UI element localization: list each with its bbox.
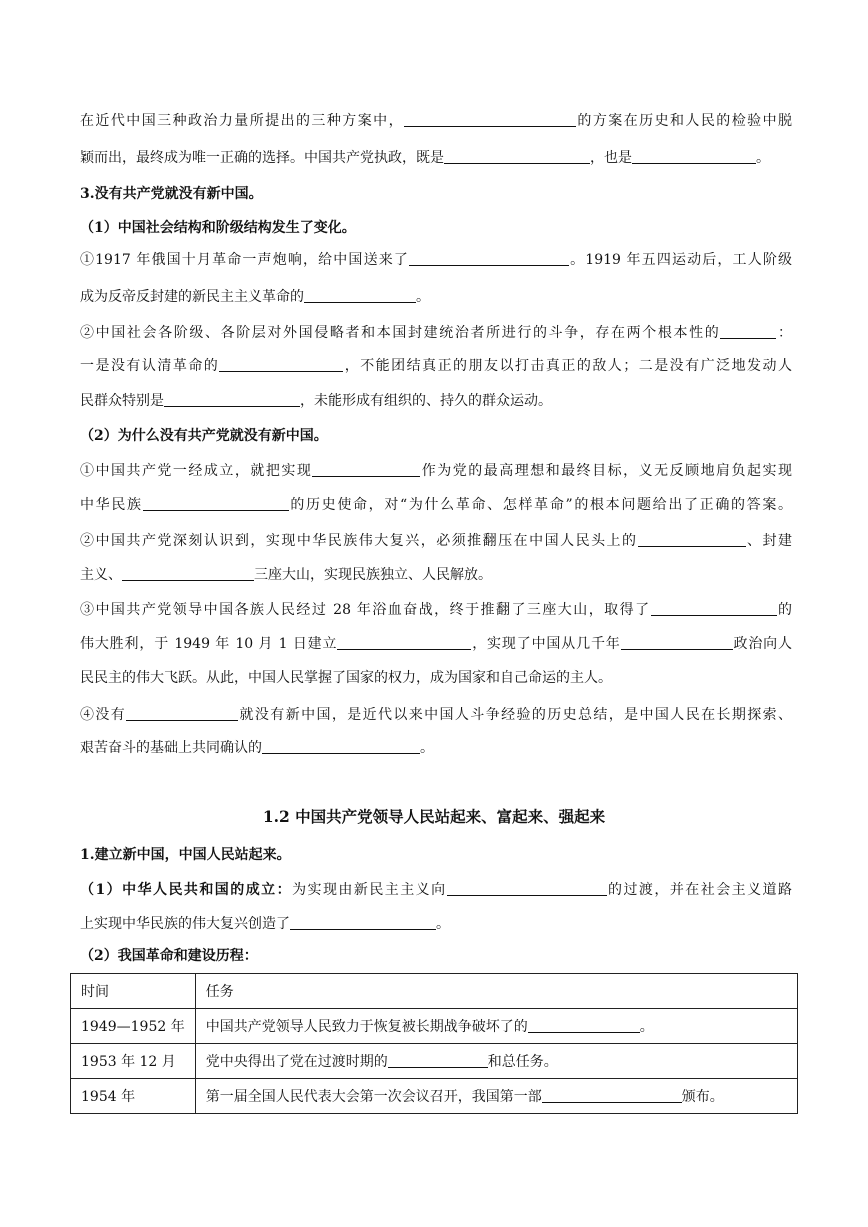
paragraph-line: 在近代中国三种政治力量所提出的三种方案中， 的方案在历史和人民的检验中脱 [80, 113, 792, 129]
paragraph-line: 中华民族 的历史使命，对“为什么革命、怎样革命”的根本问题给出了正确的答案。 [80, 497, 792, 513]
fill-blank[interactable] [404, 112, 576, 127]
history-table [70, 973, 798, 1114]
fill-blank[interactable] [126, 706, 238, 721]
paragraph-line: 一是没有认清革命的 ，不能团结真正的朋友以打击真正的敌人；二是没有广泛地发动人 [80, 358, 793, 374]
paragraph-line: 成为反帝反封建的新民主主义革命的 。 [80, 289, 430, 305]
heading-3: 3.没有共产党就没有新中国。 [80, 186, 263, 202]
fill-blank[interactable] [621, 635, 733, 650]
fill-blank[interactable] [388, 1053, 488, 1068]
paragraph-line: ①中国共产党一经成立，就把实现 作为党的最高理想和最终目标，义无反顾地肩负起实现 [80, 463, 793, 479]
inline-label: （1）中华人民共和国的成立： [80, 882, 293, 898]
paragraph-line: 民民主的伟大飞跃。从此，中国人民掌握了国家的权力，成为国家和自己命运的主人。 [80, 670, 612, 686]
paragraph-line: 上实现中华民族的伟大复兴创造了 。 [80, 916, 450, 932]
table-cell-task: 党中央得出了党在过渡时期的 和总任务。 [195, 1044, 797, 1079]
fill-blank[interactable] [164, 392, 300, 407]
fill-blank[interactable] [542, 1088, 682, 1103]
table-cell-task: 中国共产党领导人民致力于恢复被长期战争破坏了的 。 [195, 1009, 797, 1044]
paragraph-line: ③中国共产党领导中国各族人民经过 28 年浴血奋战，终于推翻了三座大山，取得了 的 [80, 602, 793, 618]
table-cell-time: 1953 年 12 月 [71, 1044, 196, 1079]
table-header-row [71, 974, 798, 1009]
fill-blank[interactable] [262, 739, 420, 754]
fill-blank[interactable] [651, 601, 777, 616]
fill-blank[interactable] [304, 288, 416, 303]
paragraph-line: ④没有 就没有新中国，是近代以来中国人斗争经验的历史总结，是中国人民在长期探索、 [80, 707, 793, 723]
fill-blank[interactable] [219, 357, 343, 372]
fill-blank[interactable] [122, 566, 254, 581]
heading-1: 1.建立新中国，中国人民站起来。 [80, 847, 291, 863]
table-cell-time: 1949—1952 年 [71, 1009, 196, 1044]
section-title: 1.2 中国共产党领导人民站起来、富起来、强起来 [262, 807, 606, 826]
fill-blank[interactable] [528, 1018, 640, 1033]
table-cell-task: 第一届全国人民代表大会第一次会议召开，我国第一部 颁布。 [195, 1079, 797, 1114]
table-header-cell: 任务 [195, 974, 797, 1009]
fill-blank[interactable] [337, 635, 471, 650]
paragraph-line: ①1917 年俄国十月革命一声炮响，给中国送来了 。1919 年五四运动后，工人阶级 [80, 252, 792, 268]
paragraph-line: （1）中华人民共和国的成立：为实现由新民主主义向 的过渡，并在社会主义道路 [80, 882, 792, 898]
fill-blank[interactable] [632, 149, 756, 164]
fill-blank[interactable] [290, 915, 436, 930]
fill-blank[interactable] [720, 324, 776, 339]
fill-blank[interactable] [409, 251, 569, 266]
fill-blank[interactable] [143, 496, 289, 511]
paragraph-line: ②中国共产党深刻认识到，实现中华民族伟大复兴，必须推翻压在中国人民头上的 、封建 [80, 533, 793, 549]
subheading: （2）我国革命和建设历程： [80, 948, 258, 964]
paragraph-line: 民群众特别是 ，未能形成有组织的、持久的群众运动。 [80, 393, 552, 409]
subheading: （2）为什么没有共产党就没有新中国。 [80, 428, 328, 444]
paragraph-line: 主义、 三座大山，实现民族独立、人民解放。 [80, 567, 492, 583]
table-row [71, 1079, 798, 1114]
fill-blank[interactable] [444, 149, 590, 164]
subheading: （1）中国社会结构和阶级结构发生了变化。 [80, 220, 356, 236]
table-row [71, 1009, 798, 1044]
paragraph-line: 伟大胜利，于 1949 年 10 月 1 日建立 ，实现了中国从几千年 政治向人 [80, 636, 793, 652]
paragraph-line: ②中国社会各阶级、各阶层对外国侵略者和本国封建统治者所进行的斗争，存在两个根本性的 ： [80, 325, 793, 341]
table-header-cell: 时间 [71, 974, 196, 1009]
paragraph-line: 颖而出，最终成为唯一正确的选择。中国共产党执政，既是 ，也是 。 [80, 150, 770, 166]
table-cell-time: 1954 年 [71, 1079, 196, 1114]
fill-blank[interactable] [447, 881, 607, 896]
fill-blank[interactable] [312, 462, 420, 477]
table-row [71, 1044, 798, 1079]
fill-blank[interactable] [638, 532, 746, 547]
paragraph-line: 艰苦奋斗的基础上共同确认的 。 [80, 740, 434, 756]
